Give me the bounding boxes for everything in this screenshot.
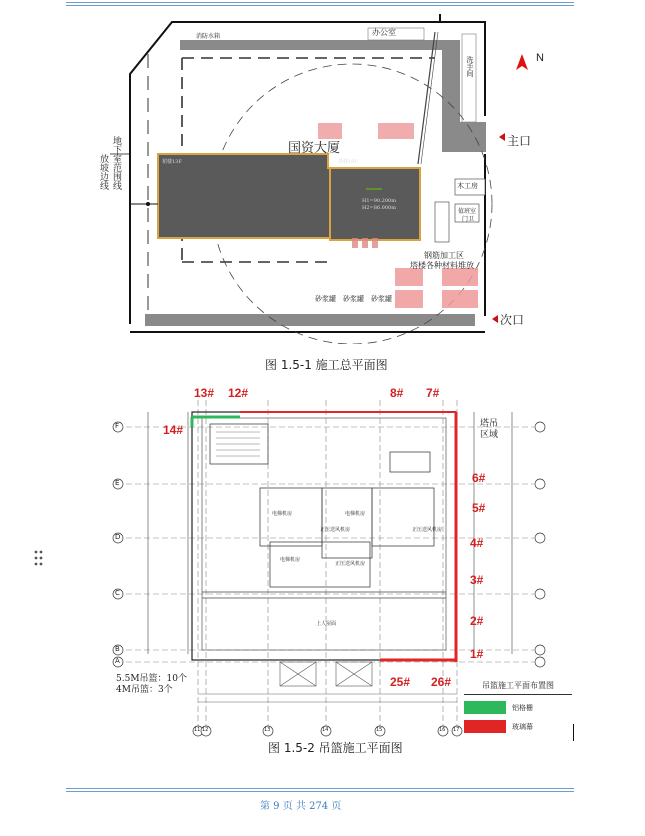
grid-col-14: 14 [322,727,329,733]
legend-label-red: 玻璃幕 [512,722,533,731]
grid-col-11: 11 [194,727,201,733]
footer-rule-2 [66,791,574,792]
gatehouse-sub-label: 门卫 [462,216,475,223]
building-name: 国资大厦 [288,141,341,156]
carpentry-label: 木工房 [457,182,478,190]
legend-box [464,680,572,740]
wing-right-label: 塔楼19F [338,159,358,165]
gondola-plan-caption: 图 1.5-2 吊篮施工平面图 [268,741,403,755]
legend-row-red [464,720,572,733]
legend-title: 吊篮施工平面布置图 [464,680,572,695]
gondola-count-55: 5.5M吊篮：10个 [116,674,187,684]
rebar-zone-label: 钢筋加工区 [424,251,464,260]
mortar-tank-3: 砂浆罐 [371,295,392,303]
material-zone-label: 塔楼各种材料堆放 [410,261,474,270]
main-gate-label: 主口 [507,134,532,148]
room-label: 正压送风机房 [412,527,443,533]
gondola-label-13: 13# [194,386,215,400]
north-label: N [536,52,544,64]
room-label: 电梯机房 [280,557,301,563]
gondola-label-25: 25# [390,675,411,689]
gatehouse-label: 值班室 [458,208,477,215]
room-label: 正压送风机房 [335,561,366,567]
fire-pool-label: 消防水箱 [196,33,221,40]
crane-height-2: H2=86.000m [362,205,396,211]
page-number: 第 9 页 共 274 页 [260,801,342,812]
grid-row-E: E [115,479,120,487]
legend-label-green: 铝格栅 [512,703,533,712]
grid-col-12: 12 [202,727,209,733]
room-label: 电梯机房 [345,511,366,517]
gondola-label-7: 7# [426,386,440,400]
grid-row-D: D [115,533,121,541]
gondola-label-4: 4# [470,536,484,550]
gondola-label-2: 2# [470,614,484,628]
drag-handle-icon[interactable] [34,550,44,566]
gondola-label-14: 14# [163,423,184,437]
mortar-tank-2: 砂浆罐 [343,295,364,303]
tower-crane-zone-label: 塔吊区域 [480,419,499,440]
legend-swatch-red [464,720,506,733]
grid-col-13: 13 [264,727,271,733]
room-label: 上人屋面 [316,621,337,627]
grid-row-A: A [115,657,120,665]
gondola-label-5: 5# [472,501,486,515]
grid-row-C: C [115,589,120,597]
gondola-label-26: 26# [431,675,452,689]
gondola-label-1: 1# [470,647,484,661]
office-label: 办公室 [372,28,396,37]
gondola-label-3: 3# [470,573,484,587]
room-label: 正压送风机房 [320,527,351,533]
gondola-count-4: 4M吊篮：3个 [116,685,173,695]
header-rule-2 [66,5,574,6]
basement-line-label: 地下室范围线 [111,136,121,190]
grid-col-16: 16 [439,727,446,733]
grid-row-F: F [115,422,120,430]
legend-swatch-green [464,701,506,714]
header-rule [66,2,574,3]
room-label: 电梯机房 [272,511,293,517]
slope-line-label: 放坡边线 [98,154,108,190]
toilet-label: 洗手间 [466,56,474,77]
grid-col-17: 17 [453,727,460,733]
wing-left-label: 裙楼13F [162,159,182,165]
crane-height-1: H1=90.200m [362,198,396,204]
gondola-label-6: 6# [472,471,486,485]
legend-row-green [464,701,572,714]
footer-rule [66,788,574,789]
grid-row-B: B [115,645,120,653]
side-gate-label: 次口 [500,313,525,327]
grid-col-15: 15 [376,727,383,733]
text-cursor [573,724,574,741]
gondola-label-8: 8# [390,386,404,400]
mortar-tank-1: 砂浆罐 [315,295,336,303]
site-plan-caption: 图 1.5-1 施工总平面图 [265,358,388,372]
gondola-label-12: 12# [228,386,249,400]
